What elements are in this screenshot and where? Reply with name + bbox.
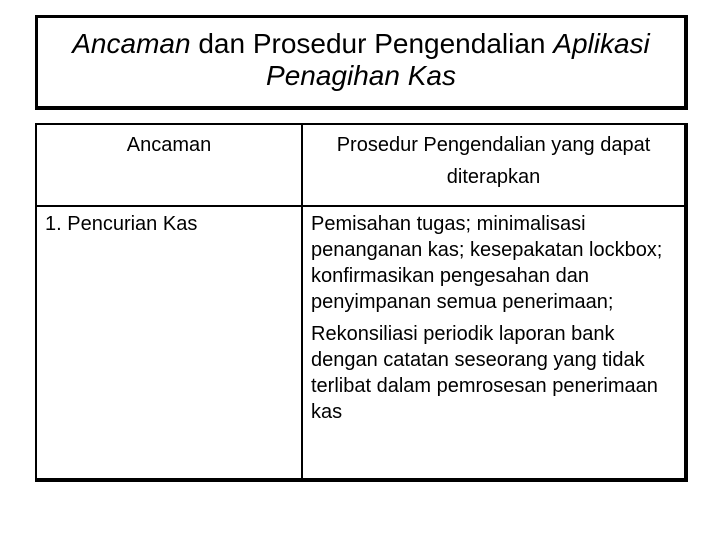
slide-title-box — [35, 15, 688, 110]
threat-cell: 1. Pencurian Kas — [37, 206, 302, 478]
title-word-ancaman: Ancaman — [72, 28, 191, 59]
procedure-paragraph-1: Pemisahan tugas; minimalisasi penanganan kas; kesepakatan lockbox; konfirmasikan pengesahan dan penyimpanan semua penerimaan; — [311, 213, 663, 313]
table-row — [37, 206, 684, 478]
procedure-paragraph-2: Rekonsiliasi periodik laporan bank dengan catatan seseorang yang tidak terlibat dalam pemrosesan penerimaan kas — [311, 323, 658, 423]
title-word-penagihan-kas: Penagihan Kas — [266, 60, 456, 91]
header-threat: Ancaman — [37, 125, 302, 206]
table-header-row — [37, 125, 684, 206]
header-procedure: Prosedur Pengendalian yang dapat diterapkan — [302, 125, 684, 206]
title-middle-text: dan Prosedur Pengendalian — [190, 28, 554, 59]
slide-title-line-2 — [38, 60, 684, 92]
procedure-cell — [302, 206, 684, 478]
control-table — [35, 123, 688, 482]
title-word-aplikasi: Aplikasi — [553, 28, 650, 59]
threat-procedure-table — [37, 125, 684, 478]
slide-title-line-1 — [38, 28, 684, 60]
